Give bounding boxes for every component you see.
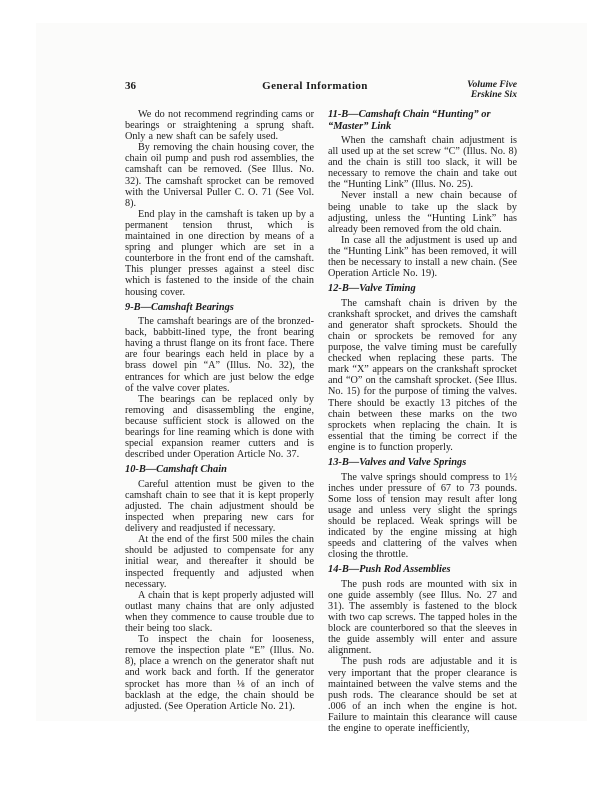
paragraph: The push rods are adjustable and it is very important that the proper clearance is maintained between the valve stems and the push rods. The clearance should be set at .006 of an inch when the engine is hot. Failure to maintain this clearance will cause the engine to operate inefficiently,	[328, 656, 517, 734]
paragraph: The bearings can be replaced only by removing and disassembling the engine, because sufficient stock is allowed on the bearings for line reaming which is done with special expansion reamer cutters and is described under Operation Article No. 37.	[125, 393, 314, 461]
paragraph: At the end of the first 500 miles the chain should be adjusted to compensate for any initial wear, and thereafter it should be inspected frequently and adjusted when necessary.	[125, 534, 314, 590]
text-columns	[125, 109, 517, 734]
paragraph: A chain that is kept properly adjusted will outlast many chains that are only adjusted when they commence to cause trouble due to their being too slack.	[125, 589, 314, 635]
paragraph: By removing the chain housing cover, the chain oil pump and push rod assemblies, the camshaft can be removed. (See Illus. No. 32). The camshaft sprocket can be removed with the Universal Puller C. O. 71 (See Vol. 8).	[125, 142, 314, 209]
section-heading: 11-B—Camshaft Chain “Hunting” or “Master” Link	[328, 109, 491, 132]
paragraph: The camshaft chain is driven by the crankshaft sprocket, and drives the camshaft and generator shaft sprockets. Should the chain or sprockets be removed for any purpose, the valve timing must be carefully checked when replacing these parts. The mark “X” appears on the crankshaft sprocket and “O” on the camshaft sprocket. (See Illus. No. 15) for the purpose of timing the valves. There should be exactly 13 pitches of the chain between these marks on the two sprockets when replacing the chain. It is essential that the timing be correct if the engine is to function properly.	[328, 297, 517, 453]
paragraph: End play in the camshaft is taken up by a permanent tension thrust, which is maintained in one direction by means of a spring and plunger which are set in a counterbore in the front end of the camshaft. This plunger presses against a steel disc which is fastened to the inside of the chain housing cover.	[125, 208, 314, 298]
right-column	[328, 109, 517, 734]
paragraph: To inspect the chain for looseness, remove the inspection plate “E” (Illus. No. 8), place a wrench on the generator shaft nut and work back and forth. If the generator sprocket has more than ⅛ of an inch of backlash at the edge, the chain should be adjusted. (See Operation Article No. 21).	[125, 634, 314, 712]
paragraph: The valve springs should compress to 1½ inches under pressure of 67 to 73 pounds. Some loss of tension may result after long usage and unless very slight the springs should be replaced. Weak springs will be indicated by the engine missing at high speeds and clattering of the valves when closing the throttle.	[328, 471, 517, 561]
left-column	[125, 109, 314, 734]
section-heading: 10-B—Camshaft Chain	[125, 464, 227, 476]
section-heading: 9-B—Camshaft Bearings	[125, 301, 234, 313]
volume-info	[435, 80, 517, 100]
paragraph: Never install a new chain because of being unable to take up the slack by adjusting, unless the “Hunting Link” has already been removed from the old chain.	[328, 190, 517, 235]
document-page	[36, 23, 587, 734]
paragraph: The camshaft bearings are of the bronzed-back, babbitt-lined type, the front bearing having a thrust flange on its front face. There are four bearings each held in place by a brass dowel pin “A” (Illus. No. 32), the entrances for which are just below the edge of the valve cover plates.	[125, 316, 314, 394]
page-title: General Information	[262, 80, 368, 92]
section-heading: 12-B—Valve Timing	[328, 283, 416, 295]
section-heading: 13-B—Valves and Valve Springs	[328, 457, 467, 469]
volume-line-2: Erskine Six	[470, 89, 517, 100]
paragraph: We do not recommend regrinding cams or bearings or straightening a sprung shaft. Only a new shaft can be safely used.	[125, 109, 314, 143]
paragraph: In case all the adjustment is used up and the “Hunting Link” has been removed, it will then be necessary to install a new chain. (See Operation Article No. 19).	[328, 234, 517, 280]
paragraph: When the camshaft chain adjustment is all used up at the set screw “C” (Illus. No. 8) and the chain is still too slack, it will be necessary to remove the chain and take out the “Hunting Link” (Illus. No. 25).	[328, 135, 517, 191]
page-content	[125, 80, 517, 734]
section-heading: 14-B—Push Rod Assemblies	[328, 564, 451, 576]
volume-line-1: Volume Five	[467, 79, 517, 90]
running-header	[125, 80, 517, 100]
page-number: 36	[125, 80, 136, 92]
paragraph: The push rods are mounted with six in one guide assembly (see Illus. No. 27 and 31). The assembly is fastened to the block with two cap screws. The tapped holes in the block are counterbored so that the sleeves in the guide assembly will enter and assure alignment.	[328, 578, 517, 657]
paragraph: Careful attention must be given to the camshaft chain to see that it is kept properly adjusted. The chain adjustment should be inspected when preparing new cars for delivery and readjusted if necessary.	[125, 478, 314, 535]
